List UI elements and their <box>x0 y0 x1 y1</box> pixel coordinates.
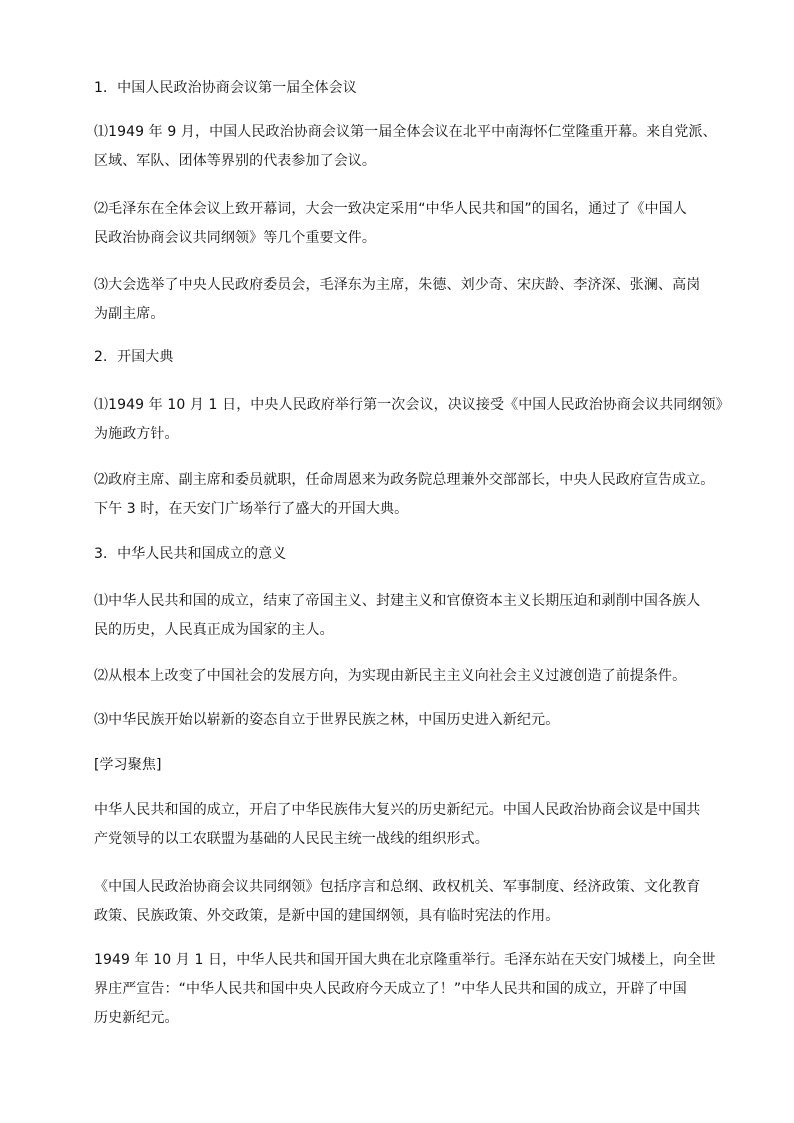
section-2-paragraph-2 <box>94 466 715 524</box>
paragraph-line: 民的历史，人民真正成为国家的主人。 <box>94 622 334 638</box>
paragraph-line: ⑶中华民族开始以崭新的姿态自立于世界民族之林，中国历史进入新纪元。 <box>94 712 560 728</box>
study-focus-heading-text: [学习聚焦] <box>94 757 162 773</box>
study-focus-paragraph-2 <box>94 873 704 931</box>
section-1-heading <box>94 74 704 103</box>
paragraph-line: 区域、军队、团体等界别的代表参加了会议。 <box>94 153 376 169</box>
paragraph-line: ⑴1949 年 9 月，中国人民政治协商会议第一届全体会议在北平中南海怀仁堂隆重开幕。来自党派、 <box>94 124 717 140</box>
paragraph-line: ⑴中华人民共和国的成立，结束了帝国主义、封建主义和官僚资本主义长期压迫和剥削中国各族人 <box>94 593 701 609</box>
section-1-paragraph-3 <box>94 271 704 329</box>
paragraph-line: 下午 3 时，在天安门广场举行了盛大的开国大典。 <box>94 501 409 517</box>
paragraph-line: 产党领导的以工农联盟为基础的人民民主统一战线的组织形式。 <box>94 831 489 847</box>
paragraph-line: ⑵毛泽东在全体会议上致开幕词，大会一致决定采用“中华人民共和国”的国名，通过了《中国人 <box>94 201 687 217</box>
paragraph-line: 为副主席。 <box>94 306 165 322</box>
paragraph-line: 中华人民共和国的成立，开启了中华民族伟大复兴的历史新纪元。中国人民政治协商会议是中国共 <box>94 802 701 818</box>
study-focus-paragraph-3 <box>94 946 716 1033</box>
study-focus-paragraph-1 <box>94 796 704 854</box>
section-3-paragraph-3 <box>94 706 704 735</box>
paragraph-line: 界庄严宣告：“中华人民共和国中央人民政府今天成立了！”中华人民共和国的成立，开辟了中国 <box>94 981 687 997</box>
paragraph-line: ⑴1949 年 10 月 1 日，中央人民政府举行第一次会议，决议接受《中国人民政治协商会议共同纲领》 <box>94 397 730 413</box>
section-2-paragraph-1 <box>94 391 730 449</box>
paragraph-line: ⑵从根本上改变了中国社会的发展方向，为实现由新民主主义向社会主义过渡创造了前提条件。 <box>94 668 687 684</box>
section-2-heading-text: 2．开国大典 <box>94 349 174 365</box>
section-1-heading-text: 1．中国人民政治协商会议第一届全体会议 <box>94 80 357 96</box>
paragraph-line: 民政治协商会议共同纲领》等几个重要文件。 <box>94 230 376 246</box>
section-3-heading <box>94 540 704 569</box>
section-1-paragraph-1 <box>94 118 717 176</box>
paragraph-line: 《中国人民政治协商会议共同纲领》包括序言和总纲、政权机关、军事制度、经济政策、文化教育 <box>94 879 701 895</box>
paragraph-line: ⑵政府主席、副主席和委员就职，任命周恩来为政务院总理兼外交部部长，中央人民政府宣告成立。 <box>94 472 715 488</box>
study-focus-heading <box>94 751 704 780</box>
section-1-paragraph-2 <box>94 195 704 253</box>
section-3-paragraph-2 <box>94 662 704 691</box>
section-3-paragraph-1 <box>94 587 704 645</box>
paragraph-line: ⑶大会选举了中央人民政府委员会，毛泽东为主席，朱德、刘少奇、宋庆龄、李济深、张澜、高岗 <box>94 277 701 293</box>
paragraph-line: 1949 年 10 月 1 日，中华人民共和国开国大典在北京隆重举行。毛泽东站在天安门城楼上，向全世 <box>94 952 716 968</box>
paragraph-line: 历史新纪元。 <box>94 1010 179 1026</box>
paragraph-line: 为施政方针。 <box>94 426 179 442</box>
section-3-heading-text: 3．中华人民共和国成立的意义 <box>94 546 287 562</box>
paragraph-line: 政策、民族政策、外交政策，是新中国的建国纲领，具有临时宪法的作用。 <box>94 908 560 924</box>
section-2-heading <box>94 343 704 372</box>
